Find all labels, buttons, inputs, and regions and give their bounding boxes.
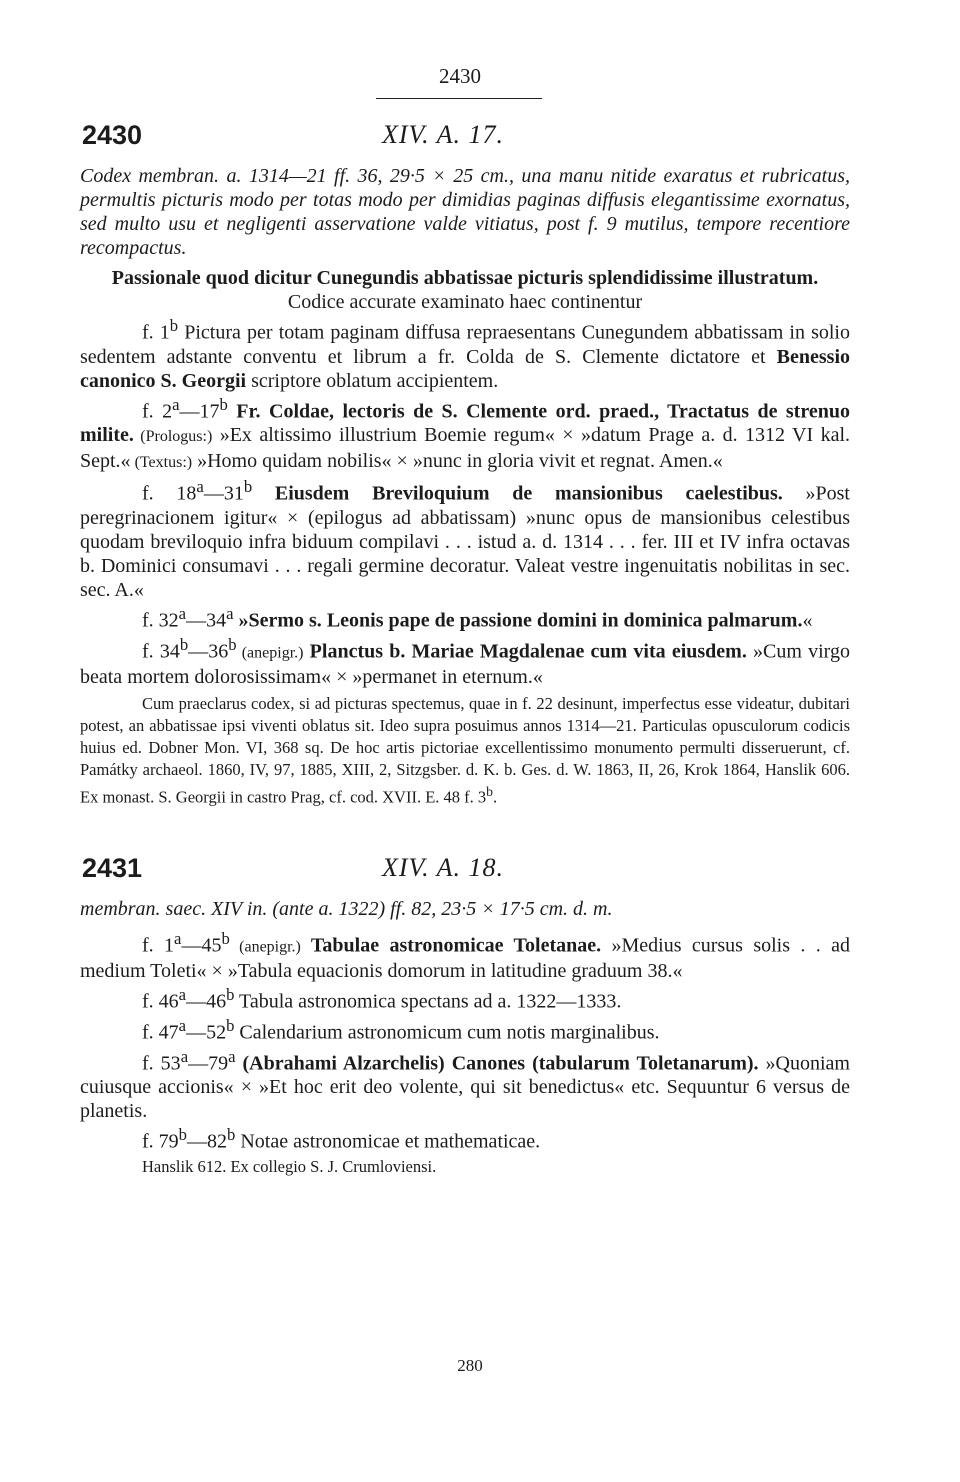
folio-sup: b bbox=[243, 477, 253, 497]
folio-ref: f. 2 bbox=[142, 400, 173, 423]
item-bold-text: Planctus b. Mariae Magdalenae cum vita eiusdem. bbox=[303, 640, 747, 663]
content-item bbox=[80, 393, 850, 476]
folio-ref: f. 47 bbox=[142, 1021, 179, 1044]
note-text: . bbox=[493, 787, 498, 807]
item-text: scriptore oblatum accipientem. bbox=[246, 369, 499, 392]
folio-sup: b bbox=[169, 316, 179, 335]
item-text: Notae astronomicae et mathematicae. bbox=[235, 1131, 541, 1154]
folio-range: —36 bbox=[188, 640, 229, 663]
item-small-text: (anepigr.) bbox=[229, 938, 301, 956]
folio-ref: f. 32 bbox=[142, 609, 179, 632]
note-text: Cum praeclarus codex, si ad picturas spectemus, quae in f. 22 desinunt, imperfectus esse videatur, dubitari potest, an abbatissae ipsi viventi oblatus sit. Ideo supra posuimus annos 1314—21. Particulas opusculorum codicis huius ed. Dobner Mon. VI, 368 sq. De hoc artis pictoriae excellentissimo monumento permulti disseruerunt, cf. Památky archaeol. 1860, IV, 97, 1885, XIII, 2, Sitzgsber. d. K. b. Ges. d. W. 1863, II, 26, Krok 1864, Hanslik 606. Ex monast. S. Georgii in castro Prag, cf. cod. XVII. E. 48 f. 3 bbox=[80, 694, 850, 807]
content-item bbox=[80, 1045, 850, 1124]
folio-range: —34 bbox=[186, 609, 227, 632]
folio-sup: b bbox=[486, 784, 494, 800]
folio-sup: a bbox=[178, 1016, 187, 1036]
folio-ref: f. 18 bbox=[142, 482, 197, 505]
item-bold-text: Benessio canonico S. Georgii bbox=[80, 345, 850, 392]
content-item bbox=[80, 927, 850, 984]
item-bold-text: (Abrahami Alzarchelis) Canones (tabularum Toletanarum). bbox=[235, 1052, 759, 1075]
folio-sup: b bbox=[226, 985, 235, 1005]
folio-range: —46 bbox=[186, 991, 227, 1014]
folio-sup: b bbox=[179, 634, 189, 654]
folio-ref: f. 1 bbox=[142, 934, 175, 957]
provenance-note: Hanslik 612. Ex collegio S. J. Crumloviensi. bbox=[142, 1157, 437, 1177]
item-text: »Homo quidam nobilis« × »nunc in gloria vivit et regnat. Amen.« bbox=[192, 450, 723, 473]
folio-sup: b bbox=[221, 928, 230, 948]
item-text: « bbox=[802, 609, 813, 632]
header-rule bbox=[376, 98, 542, 99]
item-small-text: (anepigr.) bbox=[236, 644, 304, 662]
item-bold-text: Eiusdem Breviloquium de mansionibus caelestibus. bbox=[252, 482, 783, 505]
codex-description: Codex membran. a. 1314—21 ff. 36, 29·5 × 25 cm., una manu nitide exaratus et rubricatus, permultis picturis modo per totas modo per dimidias paginas diffusis elegantissime exornatus, sed multo usu et negligenti asservatione valde vitiatus, post f. 9 mutilus, tempore recentiore recompactus. bbox=[80, 165, 850, 259]
content-item bbox=[80, 983, 850, 1014]
folio-sup: a bbox=[180, 1046, 189, 1066]
folio-range: —52 bbox=[186, 1021, 227, 1044]
folio-sup: b bbox=[227, 1125, 236, 1145]
entry-heading bbox=[80, 853, 850, 897]
content-item bbox=[80, 1123, 850, 1154]
entry-2431 bbox=[80, 853, 850, 1178]
folio-sup: a bbox=[174, 928, 182, 948]
shelfmark: XIV. A. 18. bbox=[382, 852, 504, 882]
folio-range: —17 bbox=[179, 400, 220, 423]
content-item bbox=[80, 633, 850, 690]
item-text: »Cum virgo beata mortem dolorosissimam« × »permanet in eternum.« bbox=[80, 640, 850, 689]
folio-sup: a bbox=[226, 603, 234, 623]
folio-sup: a bbox=[178, 603, 187, 623]
running-head: 2430 bbox=[439, 64, 481, 88]
entry-heading bbox=[80, 120, 850, 164]
item-text: Pictura per totam paginam diffusa repraesentans Cunegundem abbatissam in solio sedentem adstante conventu et librum a fr. Colda de S. Clemente dictatore et bbox=[80, 321, 850, 368]
folio-range: —45 bbox=[181, 934, 222, 957]
item-bold-text: »Sermo s. bbox=[233, 609, 327, 632]
item-text: Tabula astronomica spectans ad a. 1322—1333. bbox=[234, 991, 622, 1014]
item-small-text: (Textus:) bbox=[130, 454, 193, 472]
entry-number: 2430 bbox=[82, 120, 143, 150]
folio-sup: a bbox=[178, 985, 187, 1005]
folio-sup: b bbox=[226, 1016, 235, 1036]
item-small-text: (Prologus:) bbox=[133, 428, 213, 446]
folio-sup: a bbox=[196, 477, 204, 497]
folio-ref: f. 46 bbox=[142, 991, 179, 1014]
codex-description: membran. saec. XIV in. (ante a. 1322) ff. 82, 23·5 × 17·5 cm. d. m. bbox=[80, 897, 613, 920]
shelfmark: XIV. A. 17. bbox=[382, 120, 504, 149]
folio-ref: f. 53 bbox=[142, 1052, 181, 1075]
editorial-note bbox=[80, 693, 850, 809]
folio-sup: a bbox=[172, 394, 180, 414]
folio-sup: b bbox=[178, 1125, 187, 1145]
folio-sup: b bbox=[228, 634, 237, 654]
item-bold-text: Fr. Coldae, lectoris de S. Clemente ord. praed., Tractatus de strenuo milite. bbox=[80, 400, 850, 447]
page-body bbox=[80, 120, 850, 1178]
item-text: »Quoniam cuiusque accionis« × »Et hoc erit deo volente, qui sit benedictus« etc. Sequuntur 6 versus de planetis. bbox=[80, 1052, 850, 1123]
folio-range: —31 bbox=[203, 482, 244, 505]
item-text: »Post peregrinacionem igitur« × (epilogus ad abbatissam) »nunc opus de mansionibus celestibus quodam breviloquio infra biduum compilavi . . . istud a. d. 1314 . . . fer. III et IV infra octavas b. Dominici consumavi . . . regali germine decoratur. Valeat vestre ingenuitatis nobilitas in sec. sec. A.« bbox=[80, 482, 850, 601]
folio-ref: f. 79 bbox=[142, 1131, 179, 1154]
entry-2430 bbox=[80, 120, 850, 809]
entry-number: 2431 bbox=[82, 852, 143, 883]
content-item bbox=[80, 314, 850, 393]
folio-ref: f. 34 bbox=[142, 640, 180, 663]
folio-ref: f. 1 bbox=[142, 321, 170, 344]
folio-range: —82 bbox=[187, 1131, 227, 1154]
item-bold-text: Tabulae astronomicae Toletanae. bbox=[300, 934, 602, 957]
contents-intro: Codice accurate examinato haec continentur bbox=[287, 291, 643, 313]
content-item bbox=[80, 602, 850, 633]
item-text: »Medius cursus solis . . ad medium Toleti« × »Tabula equacionis domorum in latitudine graduum 38.« bbox=[80, 934, 850, 983]
folio-range: —79 bbox=[188, 1052, 229, 1075]
item-text: »Ex altissimo illustrium Boemie regum« × »datum Prage a. d. 1312 VI kal. Sept.« bbox=[80, 424, 851, 473]
codex-title: Passionale quod dicitur Cunegundis abbatissae picturis splendidissime illustratum. bbox=[111, 267, 819, 289]
content-item bbox=[80, 475, 850, 602]
page-number: 280 bbox=[457, 1356, 483, 1375]
folio-sup: a bbox=[228, 1046, 236, 1066]
content-item bbox=[80, 1014, 850, 1045]
folio-sup: b bbox=[219, 394, 228, 414]
item-text: Calendarium astronomicum cum notis marginalibus. bbox=[234, 1021, 660, 1044]
item-bold-text: Leonis pape de passione domini in dominica palmarum. bbox=[326, 609, 803, 632]
